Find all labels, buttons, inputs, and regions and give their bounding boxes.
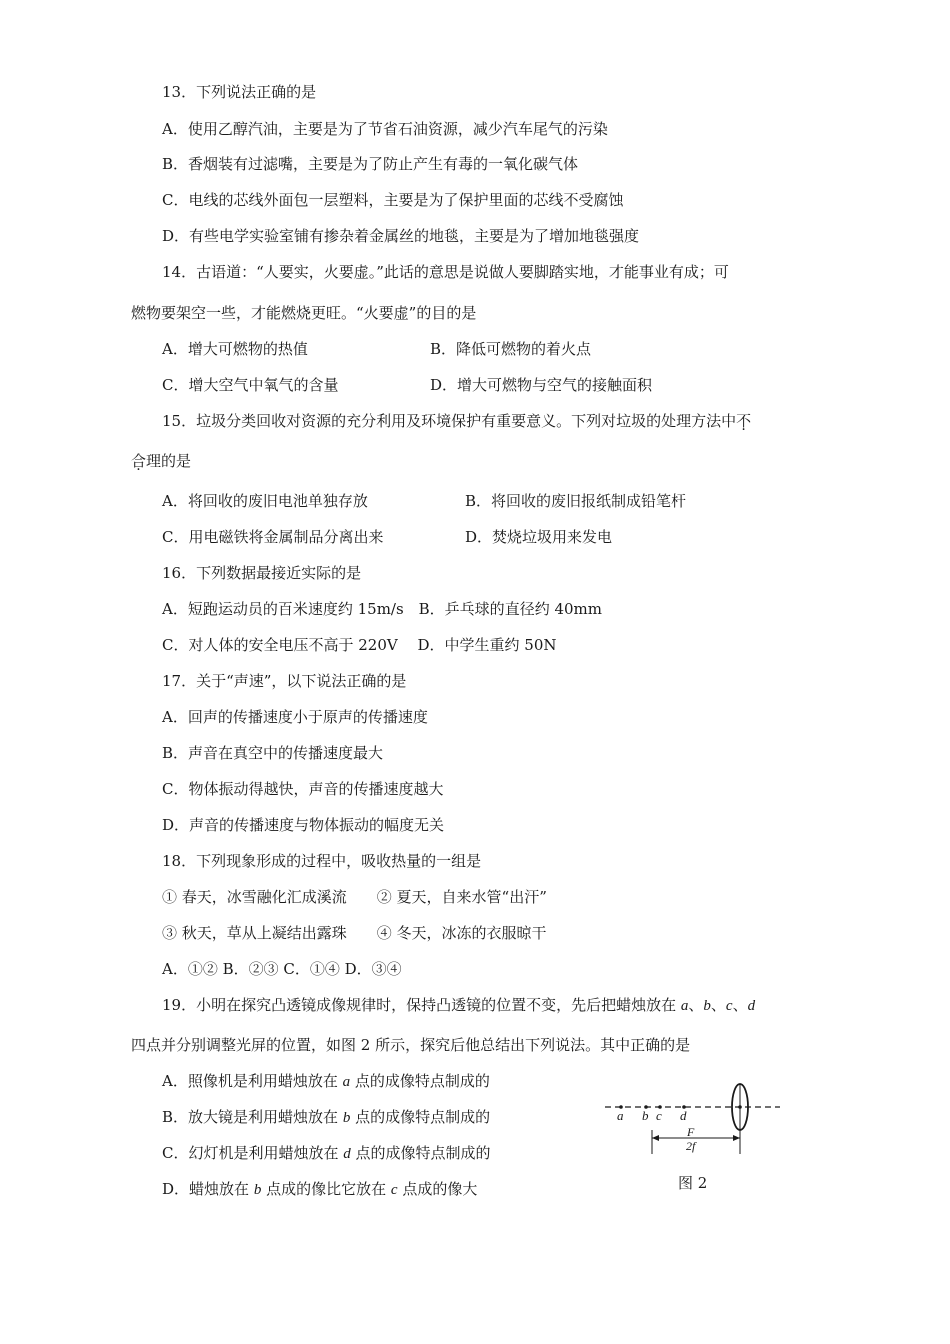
q18-phenomena-row2: ③ 秋天，草从上凝结出露珠 ④ 冬天，冰冻的衣服晾干 — [162, 924, 547, 942]
q15-option-d: D．焚烧垃圾用来发电 — [465, 528, 613, 546]
q13-option-d: D．有些电学实验室铺有掺杂着金属丝的地毯，主要是为了增加地毯强度 — [162, 227, 640, 245]
point-d: d — [747, 998, 756, 1014]
q15-stem-text: 15．垃圾分类回收对资源的充分利用及环境保护有重要意义。下列对垃圾的处理方法中 — [162, 412, 737, 430]
label-c: c — [656, 1108, 662, 1123]
separator: 、 — [710, 996, 726, 1014]
q16-stem: 16．下列数据最接近实际的是 — [162, 564, 362, 582]
q16-options-cd: C．对人体的安全电压不高于 220V D．中学生重约 50N — [162, 636, 557, 654]
point-c: c — [390, 1182, 398, 1198]
point-a: a — [680, 998, 689, 1014]
q15-stem-text: 理的是 — [146, 452, 192, 470]
q17-stem: 17．关于“声速”，以下说法正确的是 — [162, 672, 407, 690]
dimension-arrow-right — [733, 1135, 740, 1141]
q14-stem-line2: 燃物要架空一些，才能燃烧更旺。“火要虚”的目的是 — [131, 304, 477, 322]
point-b: b — [342, 1110, 351, 1126]
q14-stem-line1: 14．古语道：“人要实，火要虚。”此话的意思是说做人要脚踏实地，才能事业有成；可 — [162, 263, 729, 281]
option-text: 点的成像特点制成的 — [355, 1108, 491, 1126]
q19-option-d — [162, 1179, 477, 1200]
q19-stem-line1 — [162, 995, 755, 1016]
figure-2-lens-diagram — [600, 1082, 790, 1164]
label-F: F — [687, 1125, 695, 1139]
q19-stem-text: 19．小明在探究凸透镜成像规律时，保持凸透镜的位置不变，先后把蜡烛放在 — [162, 996, 677, 1014]
option-text: 点的成像特点制成的 — [354, 1072, 490, 1090]
q17-option-c: C．物体振动得越快，声音的传播速度越大 — [162, 780, 444, 798]
q13-stem: 13．下列说法正确的是 — [162, 83, 317, 101]
point-a: a — [342, 1074, 351, 1090]
q18-phenomena-row1: ① 春天，冰雪融化汇成溪流 ② 夏天，自来水管“出汗” — [162, 888, 547, 906]
q18-stem: 18．下列现象形成的过程中，吸收热量的一组是 — [162, 852, 482, 870]
q15-emphasis-char: 不 — [736, 412, 752, 430]
q15-option-a: A．将回收的废旧电池单独存放 — [162, 492, 368, 510]
option-text: 点成的像大 — [402, 1180, 478, 1198]
q14-option-d: D．增大可燃物与空气的接触面积 — [430, 376, 653, 394]
q19-option-b — [162, 1107, 490, 1128]
point-c: c — [725, 998, 733, 1014]
option-text: 点成的像比它放在 — [266, 1180, 387, 1198]
q16-options-ab: A．短跑运动员的百米速度约 15m/s B．乒乓球的直径约 40mm — [162, 600, 602, 618]
option-text: D．蜡烛放在 — [162, 1180, 250, 1198]
q17-option-b: B．声音在真空中的传播速度最大 — [162, 744, 384, 762]
q15-option-c: C．用电磁铁将金属制品分离出来 — [162, 528, 384, 546]
q14-option-b: B．降低可燃物的着火点 — [430, 340, 592, 358]
figure-caption: 图 2 — [678, 1174, 708, 1192]
point-b: b — [703, 998, 711, 1014]
q13-option-a: A．使用乙醇汽油，主要是为了节省石油资源，减少汽车尾气的污染 — [162, 120, 608, 138]
separator: 、 — [732, 996, 748, 1014]
q19-option-c — [162, 1143, 491, 1164]
q19-option-a — [162, 1071, 490, 1092]
q15-emphasis-char: 合 — [131, 452, 147, 470]
optical-center-dot — [738, 1105, 742, 1109]
q17-option-a: A．回声的传播速度小于原声的传播速度 — [162, 708, 428, 726]
point-b: b — [253, 1182, 262, 1198]
option-text: A．照像机是利用蜡烛放在 — [162, 1072, 338, 1090]
label-d: d — [680, 1108, 687, 1123]
q14-option-a: A．增大可燃物的热值 — [162, 340, 308, 358]
q14-option-c: C．增大空气中氧气的含量 — [162, 376, 339, 394]
q17-option-d: D．声音的传播速度与物体振动的幅度无关 — [162, 816, 445, 834]
point-d: d — [343, 1146, 351, 1162]
q15-option-b: B．将回收的废旧报纸制成铅笔杆 — [465, 492, 687, 510]
q19-stem-line2: 四点并分别调整光屏的位置，如图 2 所示，探究后他总结出下列说法。其中正确的是 — [131, 1036, 691, 1054]
q15-stem-line1 — [162, 411, 751, 431]
option-text: C．幻灯机是利用蜡烛放在 — [162, 1144, 339, 1162]
label-a: a — [617, 1108, 624, 1123]
q18-options: A．①② B．②③ C．①④ D．③④ — [162, 960, 402, 978]
q13-option-b: B．香烟装有过滤嘴，主要是为了防止产生有毒的一氧化碳气体 — [162, 155, 579, 173]
option-text: B．放大镜是利用蜡烛放在 — [162, 1108, 339, 1126]
separator: 、 — [688, 996, 704, 1014]
label-2f: 2f — [686, 1139, 696, 1153]
label-b: b — [642, 1108, 649, 1123]
q15-stem-line2 — [131, 451, 191, 471]
dimension-arrow-left — [652, 1135, 659, 1141]
option-text: 点的成像特点制成的 — [355, 1144, 491, 1162]
q13-option-c: C．电线的芯线外面包一层塑料，主要是为了保护里面的芯线不受腐蚀 — [162, 191, 624, 209]
